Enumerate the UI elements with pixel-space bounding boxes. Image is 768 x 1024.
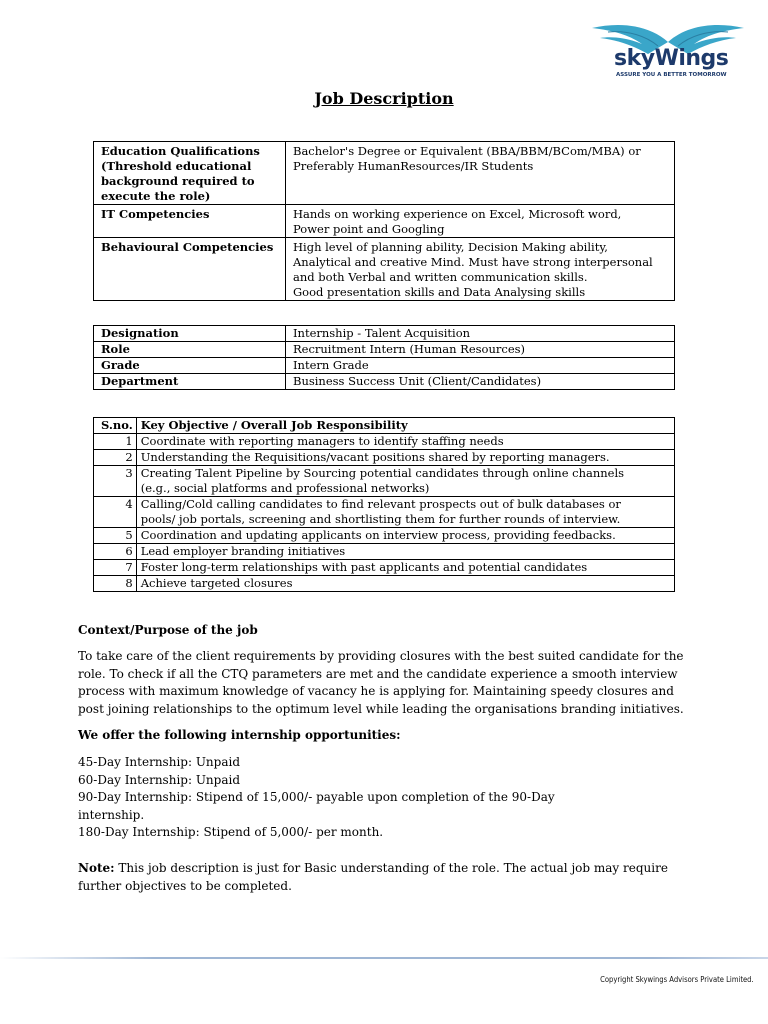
note-text-line2: further objectives to be completed. [78, 878, 292, 893]
text-line: post joining relationships to the optimum level while leading the organisations branding initiatives. [78, 701, 684, 716]
text-line: process with maximum knowledge of vacancy he is applying for. Maintaining speedy closures and [78, 684, 674, 698]
text-line: Power point and Googling [293, 222, 445, 236]
responsibility-text [136, 466, 674, 497]
footer-copyright: Copyright Skywings Advisors Private Limited. [600, 975, 754, 984]
text-line: background required to [101, 174, 255, 188]
requirement-value [286, 238, 675, 301]
text-line: IT Competencies [101, 207, 210, 221]
position-key: Role [94, 342, 286, 358]
text-line: role. To check if all the CTQ parameters are met and the candidate experience a smooth interview [78, 666, 678, 681]
position-table [93, 325, 675, 390]
responsibility-text [136, 434, 674, 450]
responsibility-row [94, 497, 675, 528]
responsibility-row [94, 544, 675, 560]
text-line: 60-Day Internship: Unpaid [78, 772, 241, 787]
responsibility-number: 2 [94, 450, 137, 466]
skywings-logo [588, 22, 748, 84]
text-line: Education Qualifications [101, 144, 260, 158]
logo-brand: skyWings [614, 46, 729, 71]
position-row [94, 358, 675, 374]
responsibility-text [136, 450, 674, 466]
requirement-row [94, 238, 675, 301]
text-line: internship. [78, 807, 145, 822]
text-line: and both Verbal and written communication skills. [293, 270, 588, 284]
responsibility-row [94, 528, 675, 544]
text-line: Good presentation skills and Data Analysing skills [293, 285, 586, 299]
text-line: To take care of the client requirements by providing closures with the best suited candidate for the [78, 649, 684, 663]
text-line: Bachelor's Degree or Equivalent (BBA/BBM/BCom/MBA) or [293, 144, 641, 158]
text-line: Behavioural Competencies [101, 240, 274, 254]
note-label: Note: [78, 861, 115, 875]
offer-list [78, 754, 688, 842]
responsibility-row [94, 576, 675, 592]
text-line: Coordinate with reporting managers to identify staffing needs [140, 434, 504, 448]
header-description: Key Objective / Overall Job Responsibility [136, 418, 674, 434]
responsibilities-header [94, 418, 675, 434]
responsibility-number: 7 [94, 560, 137, 576]
responsibility-number: 6 [94, 544, 137, 560]
context-heading: Context/Purpose of the job [78, 623, 258, 637]
requirement-key [94, 205, 286, 238]
logo-tagline: ASSURE YOU A BETTER TOMORROW [616, 72, 727, 78]
requirement-row [94, 142, 675, 205]
responsibilities-table [93, 417, 675, 592]
responsibility-row [94, 466, 675, 497]
responsibility-number: 4 [94, 497, 137, 528]
text-line: execute the role) [101, 189, 211, 203]
page-title: Job Description [314, 89, 454, 108]
responsibility-text [136, 576, 674, 592]
position-value: Recruitment Intern (Human Resources) [286, 342, 675, 358]
requirements-table [93, 141, 675, 301]
text-line: 45-Day Internship: Unpaid [78, 755, 241, 769]
text-line: Preferably HumanResources/IR Students [293, 159, 534, 173]
text-line: Achieve targeted closures [140, 576, 293, 590]
requirement-value [286, 142, 675, 205]
position-key: Designation [94, 326, 286, 342]
position-row [94, 374, 675, 390]
text-line: 90-Day Internship: Stipend of 15,000/- payable upon completion of the 90-Day [78, 790, 555, 804]
offer-heading: We offer the following internship opportunities: [78, 728, 401, 742]
responsibility-row [94, 560, 675, 576]
text-line: Analytical and creative Mind. Must have strong interpersonal [293, 255, 653, 269]
responsibility-text [136, 497, 674, 528]
position-row [94, 342, 675, 358]
position-value: Business Success Unit (Client/Candidates) [286, 374, 675, 390]
text-line: High level of planning ability, Decision Making ability, [293, 240, 608, 254]
position-value: Intern Grade [286, 358, 675, 374]
position-key: Grade [94, 358, 286, 374]
note-paragraph [78, 860, 688, 895]
footer-divider [0, 957, 768, 959]
text-line: Coordination and updating applicants on interview process, providing feedbacks. [140, 528, 616, 542]
responsibility-number: 3 [94, 466, 137, 497]
context-body [78, 648, 688, 718]
requirement-key [94, 142, 286, 205]
responsibility-number: 5 [94, 528, 137, 544]
responsibility-text [136, 560, 674, 576]
text-line: Foster long-term relationships with past applicants and potential candidates [140, 560, 588, 574]
requirement-row [94, 205, 675, 238]
requirement-key [94, 238, 286, 301]
text-line: Understanding the Requisitions/vacant positions shared by reporting managers. [140, 450, 610, 464]
text-line: Hands on working experience on Excel, Microsoft word, [293, 207, 622, 221]
header-sno: S.no. [94, 418, 137, 434]
responsibility-number: 8 [94, 576, 137, 592]
position-row [94, 326, 675, 342]
text-line: Creating Talent Pipeline by Sourcing potential candidates through online channels [140, 466, 625, 480]
text-line: (Threshold educational [101, 159, 252, 173]
text-line: 180-Day Internship: Stipend of 5,000/- per month. [78, 825, 384, 839]
requirement-value [286, 205, 675, 238]
text-line: Calling/Cold calling candidates to find relevant prospects out of bulk databases or [140, 497, 621, 511]
note-text-line1: This job description is just for Basic understanding of the role. The actual job may require [114, 861, 668, 875]
responsibility-text [136, 544, 674, 560]
responsibility-row [94, 450, 675, 466]
responsibility-text [136, 528, 674, 544]
text-line: pools/ job portals, screening and shortlisting them for further rounds of interview. [140, 512, 621, 526]
responsibility-number: 1 [94, 434, 137, 450]
position-value: Internship - Talent Acquisition [286, 326, 675, 342]
position-key: Department [94, 374, 286, 390]
text-line: (e.g., social platforms and professional networks) [140, 481, 430, 495]
responsibility-row [94, 434, 675, 450]
text-line: Lead employer branding initiatives [140, 544, 346, 558]
